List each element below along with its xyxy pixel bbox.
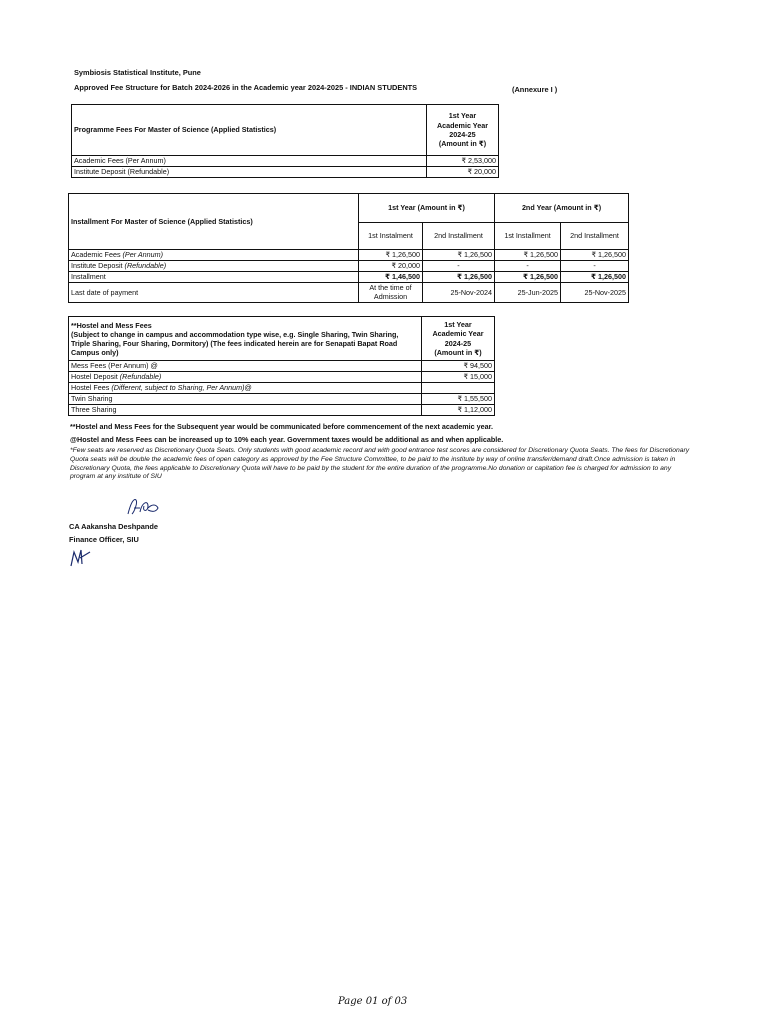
table-row: Academic Fees (Per Annum) ₹ 1,26,500 ₹ 1,26,500 ₹ 1,26,500 ₹ 1,26,500 xyxy=(69,250,629,261)
table-row: Three Sharing ₹ 1,12,000 xyxy=(69,405,495,416)
signatory-title: Finance Officer, SIU xyxy=(69,535,139,544)
table-row: Hostel Deposit (Refundable) ₹ 15,000 xyxy=(69,372,495,383)
hostel-table-title: **Hostel and Mess Fees xyxy=(71,320,152,330)
increase-note: @Hostel and Mess Fees can be increased up to 10% each year. Government taxes would be additional as and when applicable. xyxy=(70,435,504,444)
sub-header: 2nd Installment xyxy=(561,223,629,250)
table-row: Installment ₹ 1,46,500 ₹ 1,26,500 ₹ 1,26,500 ₹ 1,26,500 xyxy=(69,272,629,283)
table-row: Last date of payment At the time of Admission 25-Nov-2024 25-Jun-2025 25-Nov-2025 xyxy=(69,283,629,303)
table-row: Hostel Fees (Different, subject to Sharing, Per Annum)@ xyxy=(69,383,495,394)
discretionary-note: *Few seats are reserved as Discretionary Quota Seats. Only students with good academic record and with good entrance test scores are considered for Discretionary Quota Seats. The fees for Discretionary Quota seats will be double the academic fees of open category as approved by the Fee Structure Committee, to be paid to the institute by way of online transfer/demand draft.Once admission is taken in Discretionary Quota, the fees applicable to Discretionary Quota will have to be paid by the student for the entire duration of the programme.No donation or capitation fee is charged for admission to any program at any institute of SIU xyxy=(70,447,690,481)
table-row: Academic Fees (Per Annum) ₹ 2,53,000 xyxy=(72,156,499,167)
initials-mark xyxy=(68,546,94,570)
institute-name: Symbiosis Statistical Institute, Pune xyxy=(74,68,201,77)
document-title: Approved Fee Structure for Batch 2024-2026 in the Academic year 2024-2025 - INDIAN STUDENTS xyxy=(74,83,418,92)
annexure-label: (Annexure I ) xyxy=(512,85,558,94)
hostel-col-header: 1st Year Academic Year 2024-25 (Amount in ₹) xyxy=(422,317,495,361)
installment-row-header: Installment For Master of Science (Applied Statistics) xyxy=(69,194,359,250)
installment-table xyxy=(68,193,629,303)
table-row: Mess Fees (Per Annum) @ ₹ 94,500 xyxy=(69,361,495,372)
sub-header: 1st Instalment xyxy=(359,223,423,250)
year2-header: 2nd Year (Amount in ₹) xyxy=(495,194,629,223)
sub-header: 2nd Installment xyxy=(423,223,495,250)
table-row: Twin Sharing ₹ 1,55,500 xyxy=(69,394,495,405)
sub-header: 1st Installment xyxy=(495,223,561,250)
page-number: Page 01 of 03 xyxy=(338,996,408,1007)
signatory-name: CA Aakansha Deshpande xyxy=(69,522,158,531)
programme-fees-col-header: 1st Year Academic Year 2024-25 (Amount in ₹) xyxy=(427,105,499,156)
table-row: Institute Deposit (Refundable) ₹ 20,000 xyxy=(72,167,499,178)
hostel-fees-table xyxy=(68,316,495,416)
programme-fees-row-header: Programme Fees For Master of Science (Applied Statistics) xyxy=(72,105,427,156)
hostel-table-description: (Subject to change in campus and accommodation type wise, e.g. Single Sharing, Twin Sharing, Triple Sharing, Four Sharing, Dormitory) (The fees indicated herein are for Senapati Bapat Road Campus only) xyxy=(71,329,399,357)
hostel-note: **Hostel and Mess Fees for the Subsequent year would be communicated before commencement of the next academic year. xyxy=(70,422,493,431)
table-row: Institute Deposit (Refundable) ₹ 20,000 - - - xyxy=(69,261,629,272)
year1-header: 1st Year (Amount in ₹) xyxy=(359,194,495,223)
programme-fees-table xyxy=(71,104,499,178)
signature-mark xyxy=(122,494,162,520)
